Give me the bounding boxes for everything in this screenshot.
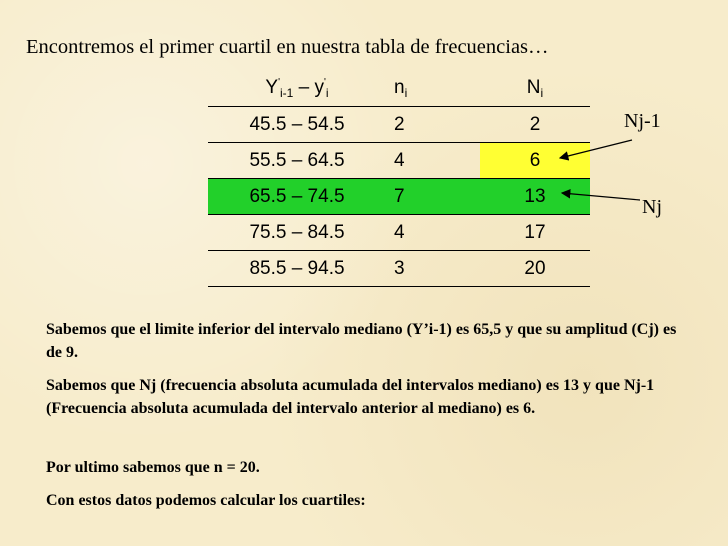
label-nj: Nj (642, 196, 662, 218)
interval-cell: 55.5 – 64.5 (208, 143, 386, 179)
Ni-cell: 13 (480, 179, 590, 215)
frequency-table (208, 71, 590, 287)
interval-cell: 45.5 – 54.5 (208, 107, 386, 143)
slide-heading: Encontremos el primer cuartil en nuestra tabla de frecuencias… (26, 36, 549, 58)
paragraph-conclusion: Con estos datos podemos calcular los cuartiles: (46, 492, 366, 509)
Ni-cell: 17 (480, 215, 590, 251)
table-header-row (208, 71, 590, 107)
ni-cell: 4 (386, 215, 480, 251)
Ni-cell: 2 (480, 107, 590, 143)
interval-cell: 75.5 – 84.5 (208, 215, 386, 251)
Ni-cell: 20 (480, 251, 590, 287)
header-ni: $n_i$ (386, 71, 480, 107)
paragraph-n: Por ultimo sabemos que n = 20. (46, 459, 260, 476)
header-Ni: $N_i$ (480, 71, 590, 107)
interval-cell: 85.5 – 94.5 (208, 251, 386, 287)
interval-cell: 65.5 – 74.5 (208, 179, 386, 215)
label-nj-minus-1: Nj-1 (624, 110, 661, 132)
table-row (208, 143, 590, 179)
table-row-highlighted (208, 179, 590, 215)
ni-cell: 3 (386, 251, 480, 287)
table-row (208, 251, 590, 287)
table-row (208, 107, 590, 143)
header-interval: $Y'_{i-1} - y'_i$ (208, 71, 386, 107)
paragraph-nj: Sabemos que Nj (frecuencia absoluta acumulada del intervalos mediano) es 13 y que Nj-1 (Frecuencia absoluta acumulada del intervalo anterior al mediano) es 6. (46, 377, 655, 417)
Ni-cell-highlighted: 6 (480, 143, 590, 179)
ni-cell: 4 (386, 143, 480, 179)
ni-cell: 7 (386, 179, 480, 215)
paragraph-lower-limit: Sabemos que el limite inferior del intervalo mediano (Y’i-1) es 65,5 y que su amplitud (Cj) es de 9. (46, 321, 677, 361)
table-row (208, 215, 590, 251)
ni-cell: 2 (386, 107, 480, 143)
